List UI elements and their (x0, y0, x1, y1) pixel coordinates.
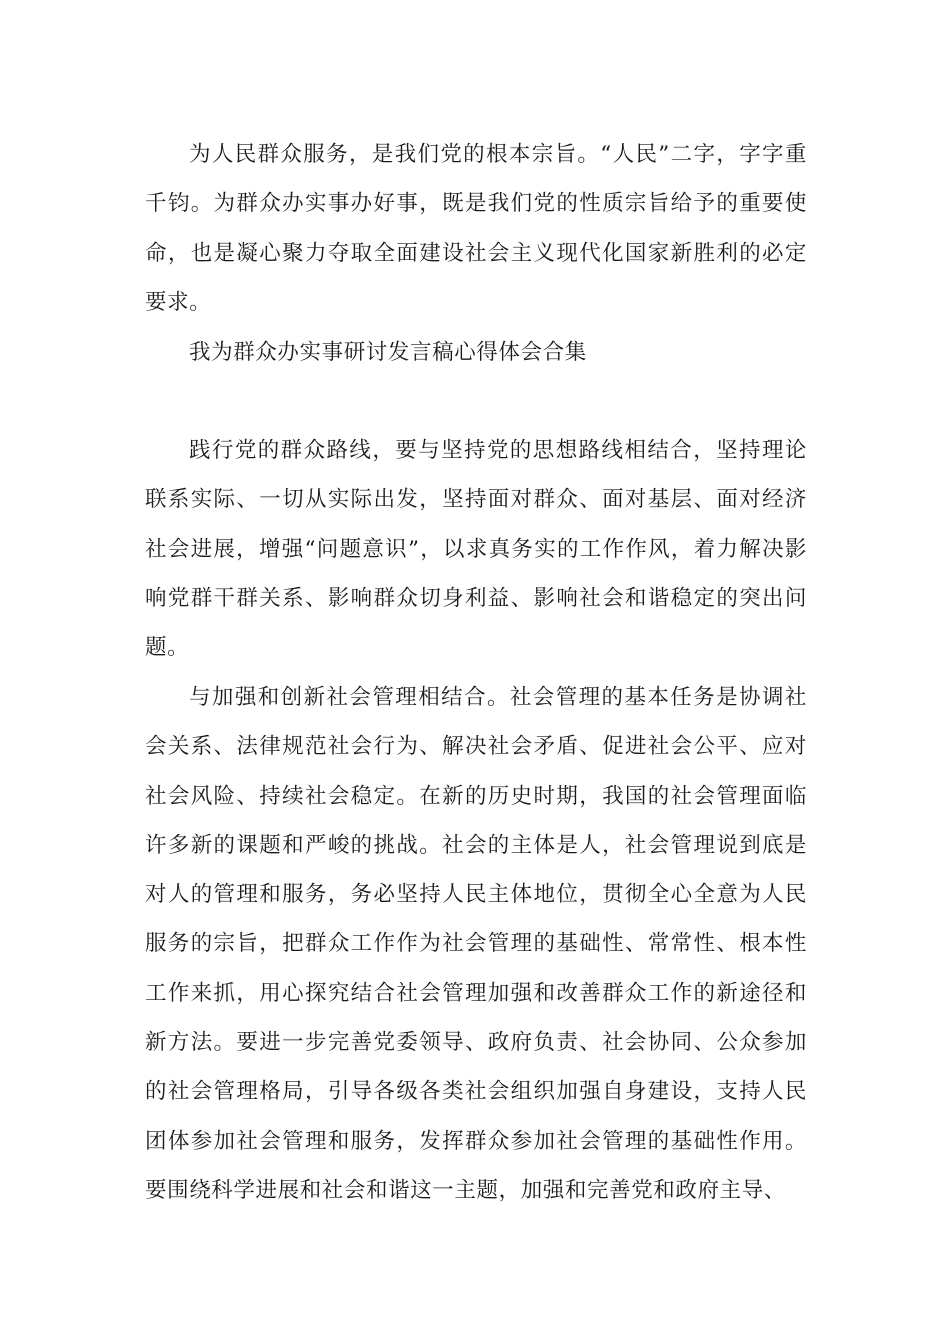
section-heading: 我为群众办实事研讨发言稿心得体会合集 (189, 340, 587, 365)
body-paragraph: 为人民群众服务，是我们党的根本宗旨。“人民”二字，字字重千钧。为群众办实事办好事，既是我们党的性质宗旨给予的重要使命，也是凝心聚力夺取全面建设社会主义现代化国家新胜利的必定要求。 (145, 142, 807, 315)
body-paragraph: 践行党的群众路线，要与坚持党的思想路线相结合，坚持理论联系实际、一切从实际出发，坚持面对群众、面对基层、面对经济社会进展，增强“问题意识”，以求真务实的工作作风，着力解决影响党群干群关系、影响群众切身利益、影响社会和谐稳定的突出问题。 (145, 438, 807, 661)
body-paragraph: 与加强和创新社会管理相结合。社会管理的基本任务是协调社会关系、法律规范社会行为、解决社会矛盾、促进社会公平、应对社会风险、持续社会稳定。在新的历史时期，我国的社会管理面临许多新的课题和严峻的挑战。社会的主体是人，社会管理说到底是对人的管理和服务，务必坚持人民主体地位，贯彻全心全意为人民服务的宗旨，把群众工作作为社会管理的基础性、常常性、根本性工作来抓，用心探究结合社会管理加强和改善群众工作的新途径和新方法。要进一步完善党委领导、政府负责、社会协同、公众参加的社会管理格局，引导各级各类社会组织加强自身建设，支持人民团体参加社会管理和服务，发挥群众参加社会管理的基础性作用。要围绕科学进展和社会和谐这一主题，加强和完善党和政府主导、 (145, 685, 807, 1203)
